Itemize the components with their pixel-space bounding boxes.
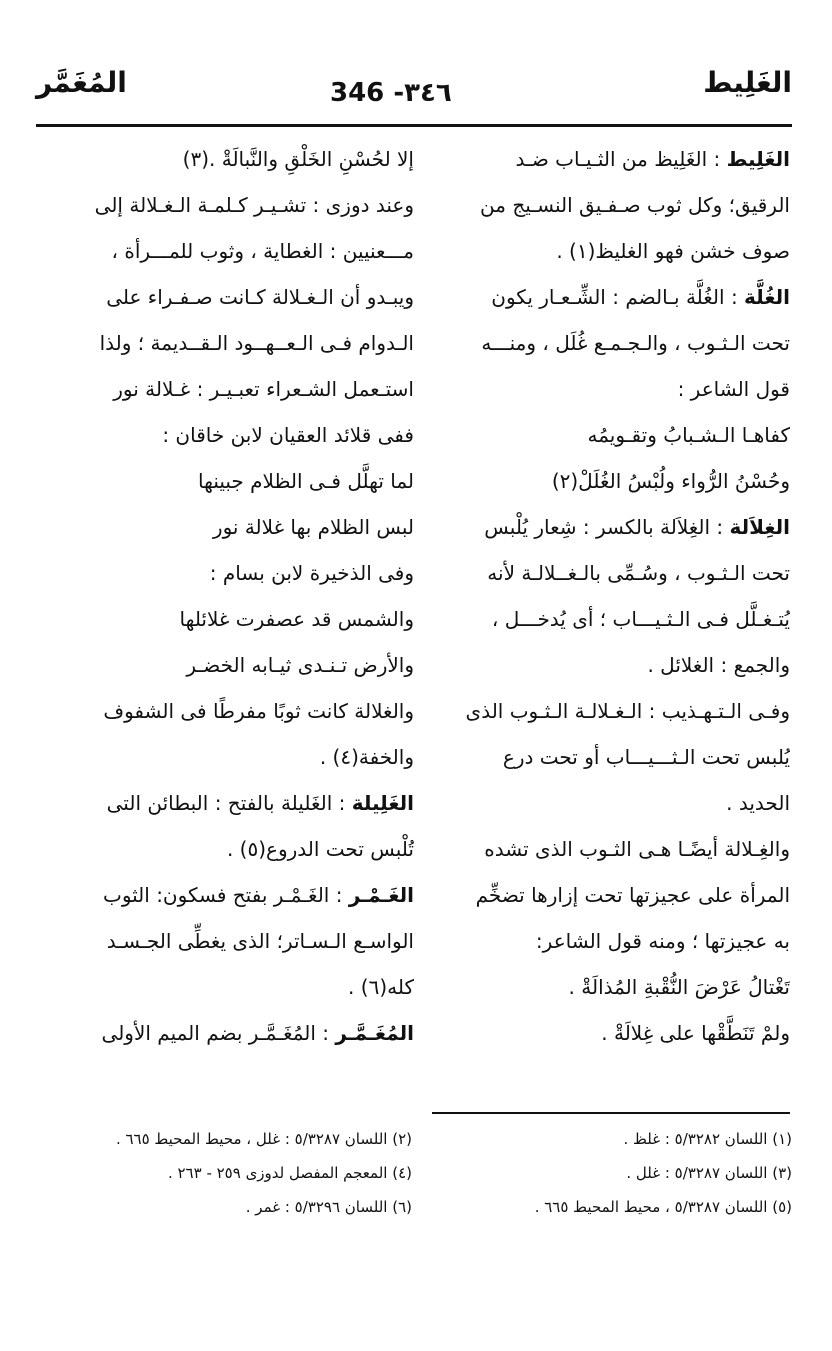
text-line	[414, 504, 790, 550]
line-text: والجمع : الغلائل .	[647, 653, 790, 677]
text-line	[414, 780, 790, 826]
line-text: : الغَلِيظ من الثـيـاب ضـد	[515, 147, 727, 171]
line-text: يُتـغـلَّل فـى الـثـيـــاب ؛ أى يُدخـــل ،	[491, 607, 790, 631]
line-text: الواسـع الـسـاتر؛ الذى يغطِّى الجـسـد	[106, 929, 414, 953]
text-line	[414, 550, 790, 596]
text-line	[414, 642, 790, 688]
text-line	[40, 734, 414, 780]
line-text: مـــعنيين : الغطاية ، وثوب للمـــرأة ،	[111, 239, 414, 263]
line-text: المرأة على عجيزتها تحت إزارها تضخِّم	[475, 883, 790, 907]
footnotes-left	[32, 1122, 412, 1224]
text-line	[40, 458, 414, 504]
line-text: كله(٦) .	[348, 975, 414, 999]
line-text: وفـى الـتـهـذيب : الـغـلالـة الـثـوب الذى	[465, 699, 790, 723]
line-text: الحديد .	[726, 791, 790, 815]
text-line	[40, 688, 414, 734]
line-text: لبس الظلام بها غلالة نور	[212, 515, 414, 539]
text-line	[414, 182, 790, 228]
text-line	[40, 136, 414, 182]
line-text: والغِـلالة أيضًـا هـى الثـوب الذى تشده	[484, 837, 790, 861]
text-line	[414, 274, 790, 320]
headword: الغَـمْـر	[348, 883, 414, 907]
line-text: ولمْ تَنَطَّقْها على غِلالَةْ .	[601, 1021, 790, 1045]
headword: الغَلِيط	[726, 147, 790, 171]
text-line	[40, 274, 414, 320]
text-line	[414, 596, 790, 642]
line-text: والأرض تـنـدى ثيـابه الخضـر	[186, 653, 414, 677]
text-line	[40, 182, 414, 228]
text-line	[414, 826, 790, 872]
line-text: تحت الـثـوب ، والـجـمـع غُلَل ، ومنـــه	[481, 331, 790, 355]
line-text: لما تهلَّل فـى الظلام جبينها	[198, 469, 414, 493]
line-text: : الغِلاَلة بالكسر : شِعار يُلْبس	[484, 515, 730, 539]
text-line	[40, 872, 414, 918]
text-line	[40, 504, 414, 550]
text-line	[40, 596, 414, 642]
text-line	[414, 734, 790, 780]
footnote-rule	[432, 1112, 790, 1114]
text-line	[414, 688, 790, 734]
footnote: (٦) اللسان ٥/٣٢٩٦ : غمر .	[245, 1198, 412, 1216]
headword: الغِلاَلة	[729, 515, 790, 539]
text-line	[414, 964, 790, 1010]
text-line	[40, 228, 414, 274]
line-text: : المُغَـمَّـر بضم الميم الأولى	[101, 1021, 336, 1045]
footnote: (٤) المعجم المفصل لدوزى ٢٥٩ - ٢٦٣ .	[167, 1164, 412, 1182]
left-text-column	[40, 136, 414, 1056]
text-line	[414, 412, 790, 458]
line-text: وفى الذخيرة لابن بسام :	[209, 561, 414, 585]
footnote: (٢) اللسان ٥/٣٢٨٧ : غلل ، محيط المحيط ٦٦٥ .	[115, 1130, 412, 1148]
line-text: يُلبس تحت الـثـــيـــاب أو تحت درع	[502, 745, 790, 769]
line-text: صوف خشن فهو الغليظ(١) .	[556, 239, 790, 263]
line-text: ففى قلائد العقيان لابن خاقان :	[162, 423, 414, 447]
header-rule	[36, 124, 792, 127]
text-line	[40, 320, 414, 366]
line-text: وعند دوزى : تشـيـر كـلمـة الـغـلالة إلى	[94, 193, 414, 217]
text-line	[414, 136, 790, 182]
line-text: الـدوام فـى الـعــهــود الـقــديمة ؛ ولذا	[99, 331, 414, 355]
text-line	[414, 918, 790, 964]
right-text-column	[414, 136, 790, 1056]
text-line	[40, 1010, 414, 1056]
line-text: إلا لحُسْنِ الخَلْقِ والنَّبالَةْ .(٣)	[182, 147, 414, 171]
line-text: : الغُلَّة بـالضم : الشِّـعـار يكون	[491, 285, 745, 309]
text-line	[40, 412, 414, 458]
line-text: : الغَـمْـر بفتح فسكون: الثوب	[102, 883, 349, 907]
footnote: (١) اللسان ٥/٣٢٨٢ : غلظ .	[623, 1130, 792, 1148]
text-line	[40, 780, 414, 826]
text-line	[40, 826, 414, 872]
running-head-last-entry: المُغَمَّر	[36, 66, 127, 99]
text-line	[40, 642, 414, 688]
running-head-first-entry: الغَلِيط	[703, 66, 792, 99]
headword: الغُلَّة	[744, 285, 790, 309]
text-line	[414, 1010, 790, 1056]
text-line	[414, 458, 790, 504]
footnote: (٥) اللسان ٥/٣٢٨٧ ، محيط المحيط ٦٦٥ .	[534, 1198, 792, 1216]
line-text: والخفة(٤) .	[319, 745, 414, 769]
line-text: والشمس قد عصفرت غلائلها	[179, 607, 414, 631]
line-text: ويبـدو أن الـغـلالة كـانت صـفـراء على	[106, 285, 414, 309]
line-text: قول الشاعر :	[677, 377, 790, 401]
line-text: تُلْبس تحت الدروع(٥) .	[226, 837, 414, 861]
line-text: استـعمل الشـعراء تعبـيـر : غـلالة نور	[113, 377, 414, 401]
text-line	[40, 550, 414, 596]
text-line	[40, 366, 414, 412]
footnotes-right	[422, 1122, 792, 1224]
text-line	[414, 320, 790, 366]
text-line	[414, 366, 790, 412]
text-line	[414, 872, 790, 918]
text-line	[40, 918, 414, 964]
text-line	[414, 228, 790, 274]
line-text: تحت الـثـوب ، وسُـمِّى بالـغــلالـة لأنه	[487, 561, 790, 585]
line-text: به عجيزتها ؛ ومنه قول الشاعر:	[535, 929, 790, 953]
line-text: تَغْتالُ عَرْضَ النُّقْبةِ المُذالَةْ .	[568, 975, 790, 999]
line-text: وحُسْنُ الرُّواء ولُبْسُ الغُلَلْ(٢)	[551, 469, 790, 493]
footnote: (٣) اللسان ٥/٣٢٨٧ : غلل .	[626, 1164, 792, 1182]
headword: المُغَـمَّـر	[335, 1021, 414, 1045]
page-number: 346 -٣٤٦	[330, 78, 452, 108]
line-text: والغلالة كانت ثوبًا مفرطًا فى الشفوف	[103, 699, 414, 723]
text-line	[40, 964, 414, 1010]
line-text: الرقيق؛ وكل ثوب صـفـيق النسـيج من	[480, 193, 790, 217]
line-text: : الغَليلة بالفتح : البطائن التى	[106, 791, 352, 815]
line-text: كفاهـا الـشـبابُ وتقـويمُه	[587, 423, 790, 447]
headword: الغَلِيلة	[351, 791, 414, 815]
